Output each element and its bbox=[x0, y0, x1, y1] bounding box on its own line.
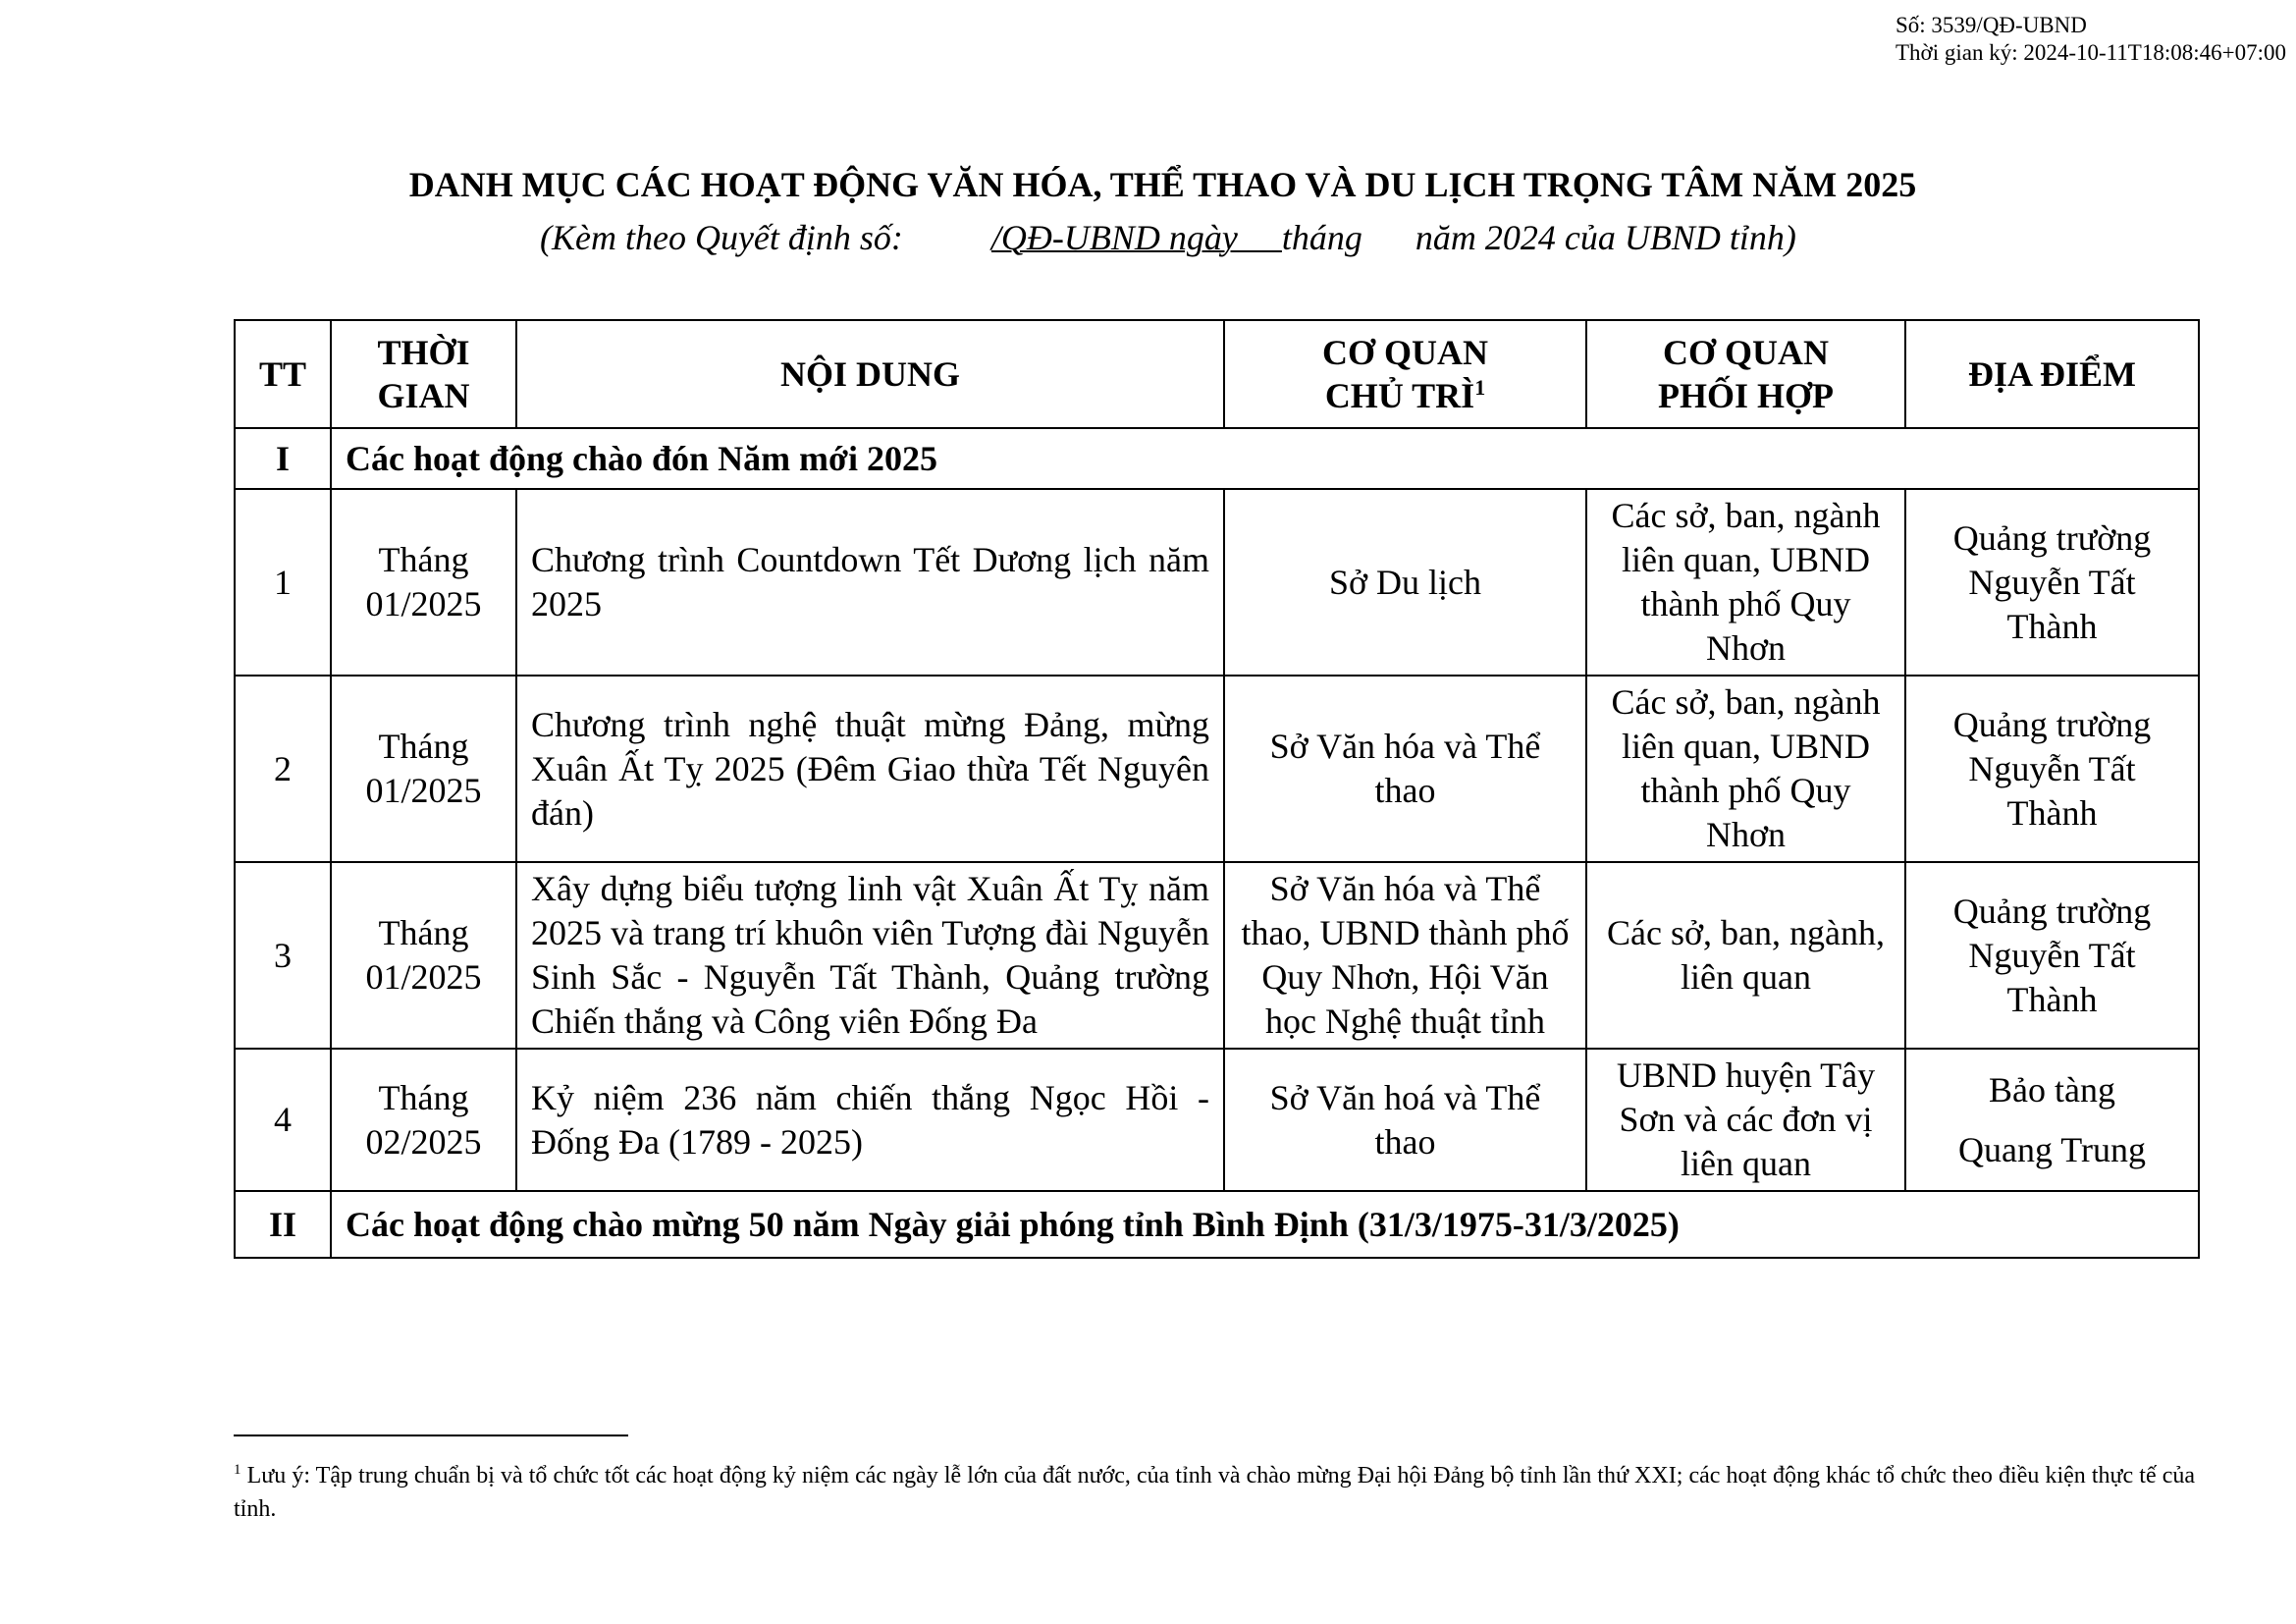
header-coop-line-2: PHỐI HỢP bbox=[1658, 376, 1834, 415]
row-time bbox=[331, 676, 516, 862]
section-title: Các hoạt động chào đón Năm mới 2025 bbox=[331, 428, 2199, 489]
header-host-line-2 bbox=[1239, 374, 1572, 417]
row-tt: 1 bbox=[235, 489, 331, 676]
row-coop: UBND huyện Tây Sơn và các đơn vị liên quan bbox=[1586, 1049, 1905, 1191]
row-host: Sở Văn hóa và Thể thao bbox=[1224, 676, 1586, 862]
table-row bbox=[235, 489, 2199, 676]
footnote-ref[interactable]: 1 bbox=[1474, 375, 1486, 400]
header-time-line-1: THỜI bbox=[377, 333, 470, 372]
row-tt: 2 bbox=[235, 676, 331, 862]
header-tt: TT bbox=[235, 320, 331, 428]
header-time bbox=[331, 320, 516, 428]
row-content: Kỷ niệm 236 năm chiến thắng Ngọc Hồi - Đống Đa (1789 - 2025) bbox=[516, 1049, 1224, 1191]
row-time-line-2: 01/2025 bbox=[365, 771, 482, 810]
signing-time: Thời gian ký: 2024-10-11T18:08:46+07:00 bbox=[1896, 40, 2286, 65]
row-coop: Các sở, ban, ngành, liên quan bbox=[1586, 862, 1905, 1049]
document-subtitle bbox=[540, 216, 1796, 259]
header-location: ĐỊA ĐIỂM bbox=[1905, 320, 2199, 428]
row-time-line-2: 01/2025 bbox=[365, 584, 482, 623]
row-time-line-2: 02/2025 bbox=[365, 1121, 482, 1162]
subtitle-part-3: tháng năm 2024 của UBND tỉnh) bbox=[1281, 218, 1796, 257]
row-time-line-2: 01/2025 bbox=[365, 957, 482, 997]
table-row bbox=[235, 1049, 2199, 1191]
subtitle-part-1: (Kèm theo Quyết định số: bbox=[540, 218, 991, 257]
section-number: I bbox=[235, 428, 331, 489]
header-host-text: CHỦ TRÌ bbox=[1324, 376, 1475, 415]
decision-number: Số: 3539/QĐ-UBND bbox=[1896, 13, 2087, 37]
header-coop-line-1: CƠ QUAN bbox=[1663, 333, 1829, 372]
row-time-line-1: Tháng bbox=[378, 1077, 469, 1117]
row-content: Chương trình nghệ thuật mừng Đảng, mừng Xuân Ất Tỵ 2025 (Đêm Giao thừa Tết Nguyên đán) bbox=[516, 676, 1224, 862]
table-header-row bbox=[235, 320, 2199, 428]
row-coop: Các sở, ban, ngành liên quan, UBND thành phố Quy Nhơn bbox=[1586, 489, 1905, 676]
row-host: Sở Văn hoá và Thể thao bbox=[1224, 1049, 1586, 1191]
row-location: Quảng trường Nguyễn Tất Thành bbox=[1905, 676, 2199, 862]
row-time bbox=[331, 489, 516, 676]
table-row bbox=[235, 862, 2199, 1049]
row-time bbox=[331, 1049, 516, 1191]
header-coop bbox=[1586, 320, 1905, 428]
section-row bbox=[235, 428, 2199, 489]
footnote-text: Lưu ý: Tập trung chuẩn bị và tổ chức tốt các hoạt động kỷ niệm các ngày lễ lớn của đất nước, của tỉnh và chào mừng Đại hội Đảng bộ tỉnh lần thứ XXI; các hoạt động khác tổ chức theo điều kiện thực tế của tỉnh. bbox=[234, 1463, 2195, 1522]
row-tt: 4 bbox=[235, 1049, 331, 1191]
header-content: NỘI DUNG bbox=[516, 320, 1224, 428]
subtitle-part-2: /QĐ-UBND ngày bbox=[990, 218, 1282, 257]
row-tt: 3 bbox=[235, 862, 331, 1049]
row-location-line-1: Bảo tàng bbox=[1989, 1069, 2115, 1110]
section-number: II bbox=[235, 1191, 331, 1258]
row-content: Chương trình Countdown Tết Dương lịch năm 2025 bbox=[516, 489, 1224, 676]
section-row bbox=[235, 1191, 2199, 1258]
row-location: Quảng trường Nguyễn Tất Thành bbox=[1905, 489, 2199, 676]
row-time bbox=[331, 862, 516, 1049]
footnote-divider bbox=[234, 1435, 628, 1436]
section-title: Các hoạt động chào mừng 50 năm Ngày giải phóng tỉnh Bình Định (31/3/1975-31/3/2025) bbox=[331, 1191, 2199, 1258]
header-time-line-2: GIAN bbox=[377, 376, 470, 415]
signature-stamp bbox=[1896, 12, 2286, 67]
row-location bbox=[1905, 1049, 2199, 1191]
row-time-line-1: Tháng bbox=[378, 727, 469, 766]
header-host bbox=[1224, 320, 1586, 428]
row-time-line-1: Tháng bbox=[378, 913, 469, 952]
table-row bbox=[235, 676, 2199, 862]
document-title: DANH MỤC CÁC HOẠT ĐỘNG VĂN HÓA, THỂ THAO VÀ DU LỊCH TRỌNG TÂM NĂM 2025 bbox=[408, 165, 1917, 204]
footnote bbox=[234, 1453, 2195, 1526]
row-time-line-1: Tháng bbox=[378, 540, 469, 579]
row-content: Xây dựng biểu tượng linh vật Xuân Ất Tỵ năm 2025 và trang trí khuôn viên Tượng đài Nguyễn Sinh Sắc - Nguyễn Tất Thành, Quảng trường Chiến thắng và Công viên Đống Đa bbox=[516, 862, 1224, 1049]
row-coop: Các sở, ban, ngành liên quan, UBND thành phố Quy Nhơn bbox=[1586, 676, 1905, 862]
footnote-marker: 1 bbox=[234, 1462, 241, 1478]
row-host: Sở Văn hóa và Thể thao, UBND thành phố Quy Nhơn, Hội Văn học Nghệ thuật tỉnh bbox=[1224, 862, 1586, 1049]
activities-table bbox=[234, 319, 2200, 1259]
header-host-line-1: CƠ QUAN bbox=[1322, 333, 1488, 372]
row-location-line-2: Quang Trung bbox=[1957, 1129, 2147, 1169]
row-location: Quảng trường Nguyễn Tất Thành bbox=[1905, 862, 2199, 1049]
row-host: Sở Du lịch bbox=[1224, 489, 1586, 676]
